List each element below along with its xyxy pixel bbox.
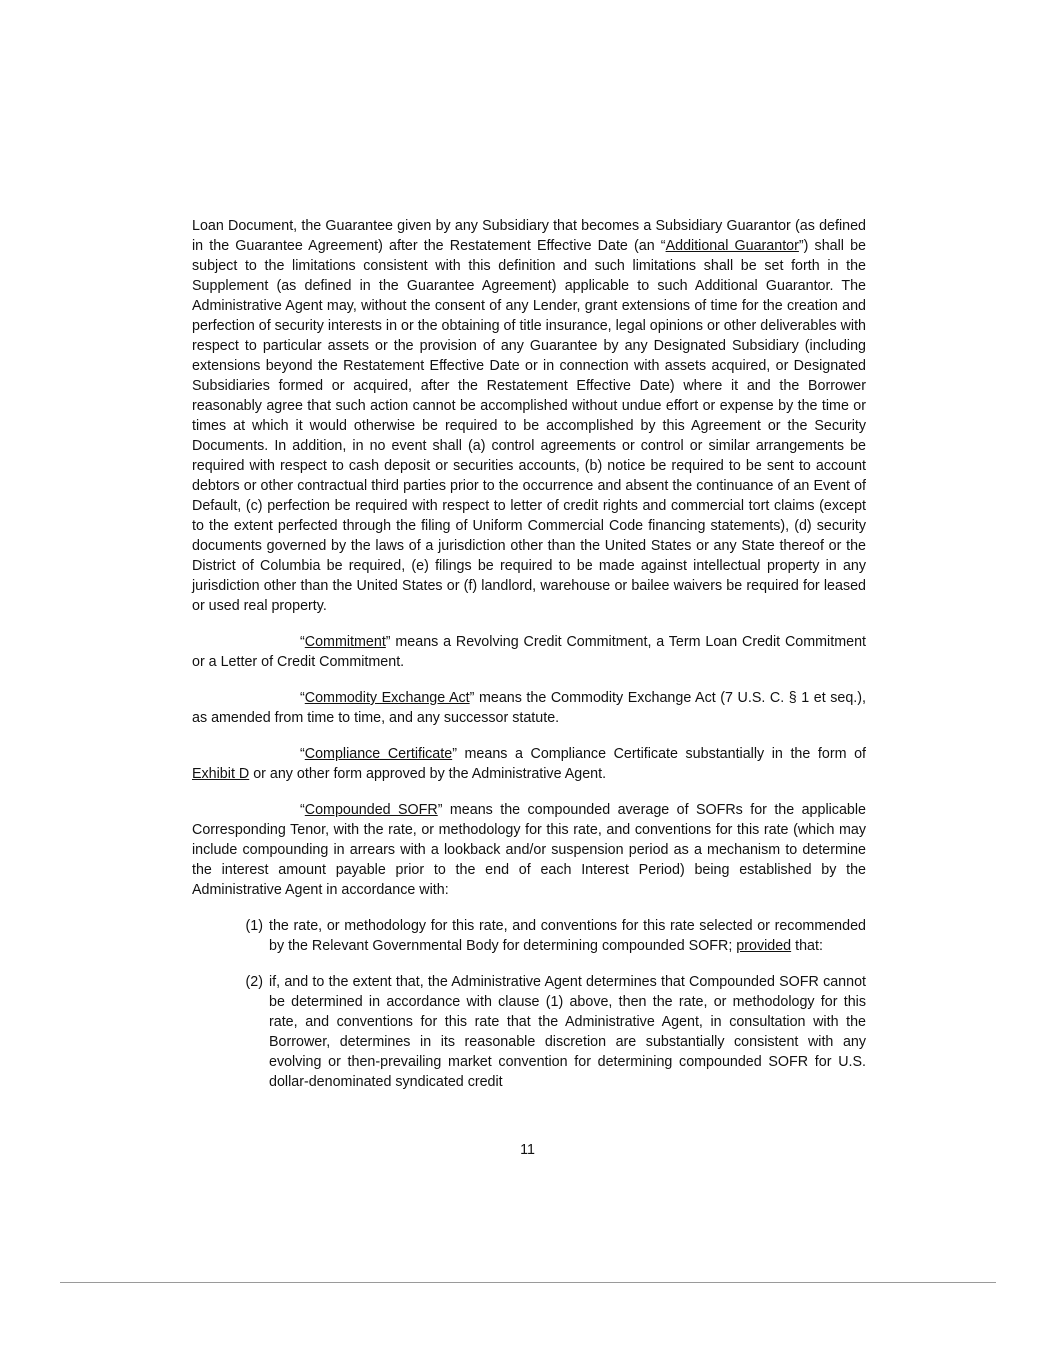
open-quote: “: [300, 746, 305, 762]
definition-text: ” means the Commodity Exchange Act (7 U.S. C. § 1 et seq.), as amended from time to time, and any successor statute.: [192, 690, 866, 726]
definition-text: ” means a Revolving Credit Commitment, a Term Loan Credit Commitment or a Letter of Credit Commitment.: [192, 634, 866, 670]
list-item: [192, 916, 866, 956]
list-item: [192, 972, 866, 1092]
defined-term-commodity-exchange-act: Commodity Exchange Act: [304, 690, 470, 706]
definition-commodity-exchange-act: [192, 688, 866, 728]
document-page: [192, 216, 866, 1092]
open-quote: “: [300, 690, 305, 706]
defined-term-additional-guarantor: Additional Guarantor: [665, 238, 799, 254]
exhibit-d-reference: Exhibit D: [192, 766, 250, 782]
defined-term-commitment: Commitment: [304, 634, 386, 650]
continuation-text-rest: ”) shall be subject to the limitations consistent with this definition and such limitations shall be set forth in the Supplement (as defined in the Guarantee Agreement) applicable to such Additional Guarantor. The Administrative Agent may, without the consent of any Lender, grant extensions of time for the creation and perfection of security interests in or the obtaining of title insurance, legal opinions or other deliverables with respect to particular assets or the provision of any Guarantee by any Designated Subsidiary (including extensions beyond the Restatement Effective Date or in connection with assets acquired, or Designated Subsidiaries formed or acquired, after the Restatement Effective Date) where it and the Borrower reasonably agree that such action cannot be accomplished without undue effort or expense by the time or times at which it would otherwise be required to be accomplished by this Agreement or the Security Documents. In addition, in no event shall (a) control agreements or control or similar arrangements be required with respect to cash deposit or securities accounts, (b) notice be required to be sent to account debtors or other contractual third parties prior to the occurrence and absent the continuance of an Event of Default, (c) perfection be required with respect to letter of credit rights and commercial tort claims (except to the extent perfected through the filing of Uniform Commercial Code financing statements), (d) security documents governed by the laws of a jurisdiction other than the United States or any State thereof or the District of Columbia be required, (e) filings be required to be made against intellectual property in any jurisdiction other than the United States or (f) landlord, warehouse or bailee waivers be required for leased or used real property.: [192, 238, 866, 614]
definition-text-rest: or any other form approved by the Administrative Agent.: [249, 766, 607, 782]
list-item-text: [269, 916, 866, 956]
definition-commitment: [192, 632, 866, 672]
list-item-text-part: the rate, or methodology for this rate, and conventions for this rate selected or recommended by the Relevant Governmental Body for determining compounded SOFR;: [269, 918, 866, 954]
definition-compounded-sofr: [192, 800, 866, 900]
list-item-text-end: that:: [791, 938, 823, 954]
definition-compliance-certificate: [192, 744, 866, 784]
footer-divider: [60, 1282, 996, 1283]
provided-term: provided: [736, 938, 792, 954]
continuation-text: Loan Document, the Guarantee given by any Subsidiary that becomes a Subsidiary Guarantor (as defined in the Guarantee Agreement) after the Restatement Effective Date (an “: [192, 218, 866, 254]
defined-term-compounded-sofr: Compounded SOFR: [304, 802, 438, 818]
list-item-text: if, and to the extent that, the Administrative Agent determines that Compounded SOFR cannot be determined in accordance with clause (1) above, then the rate, or methodology for this rate, and conventions for this rate that the Administrative Agent, in consultation with the Borrower, determines in its reasonable discretion are substantially consistent with any evolving or then-prevailing market convention for determining compounded SOFR for U.S. dollar-denominated syndicated credit: [269, 974, 866, 1090]
list-item-number: (2): [245, 974, 263, 990]
continuation-paragraph: [192, 216, 866, 616]
definition-text: ” means the compounded average of SOFRs for the applicable Corresponding Tenor, with the rate, or methodology for this rate, and conventions for this rate (which may include compounding in arrears with a lookback and/or suspension period as a mechanism to determine the interest amount payable prior to the end of each Interest Period) being established by the Administrative Agent in accordance with:: [192, 802, 866, 898]
definition-text: ” means a Compliance Certificate substantially in the form of: [452, 746, 866, 762]
open-quote: “: [300, 634, 305, 650]
open-quote: “: [300, 802, 305, 818]
page-number: 11: [520, 1142, 535, 1158]
defined-term-compliance-certificate: Compliance Certificate: [304, 746, 453, 762]
list-item-number: (1): [245, 918, 263, 934]
